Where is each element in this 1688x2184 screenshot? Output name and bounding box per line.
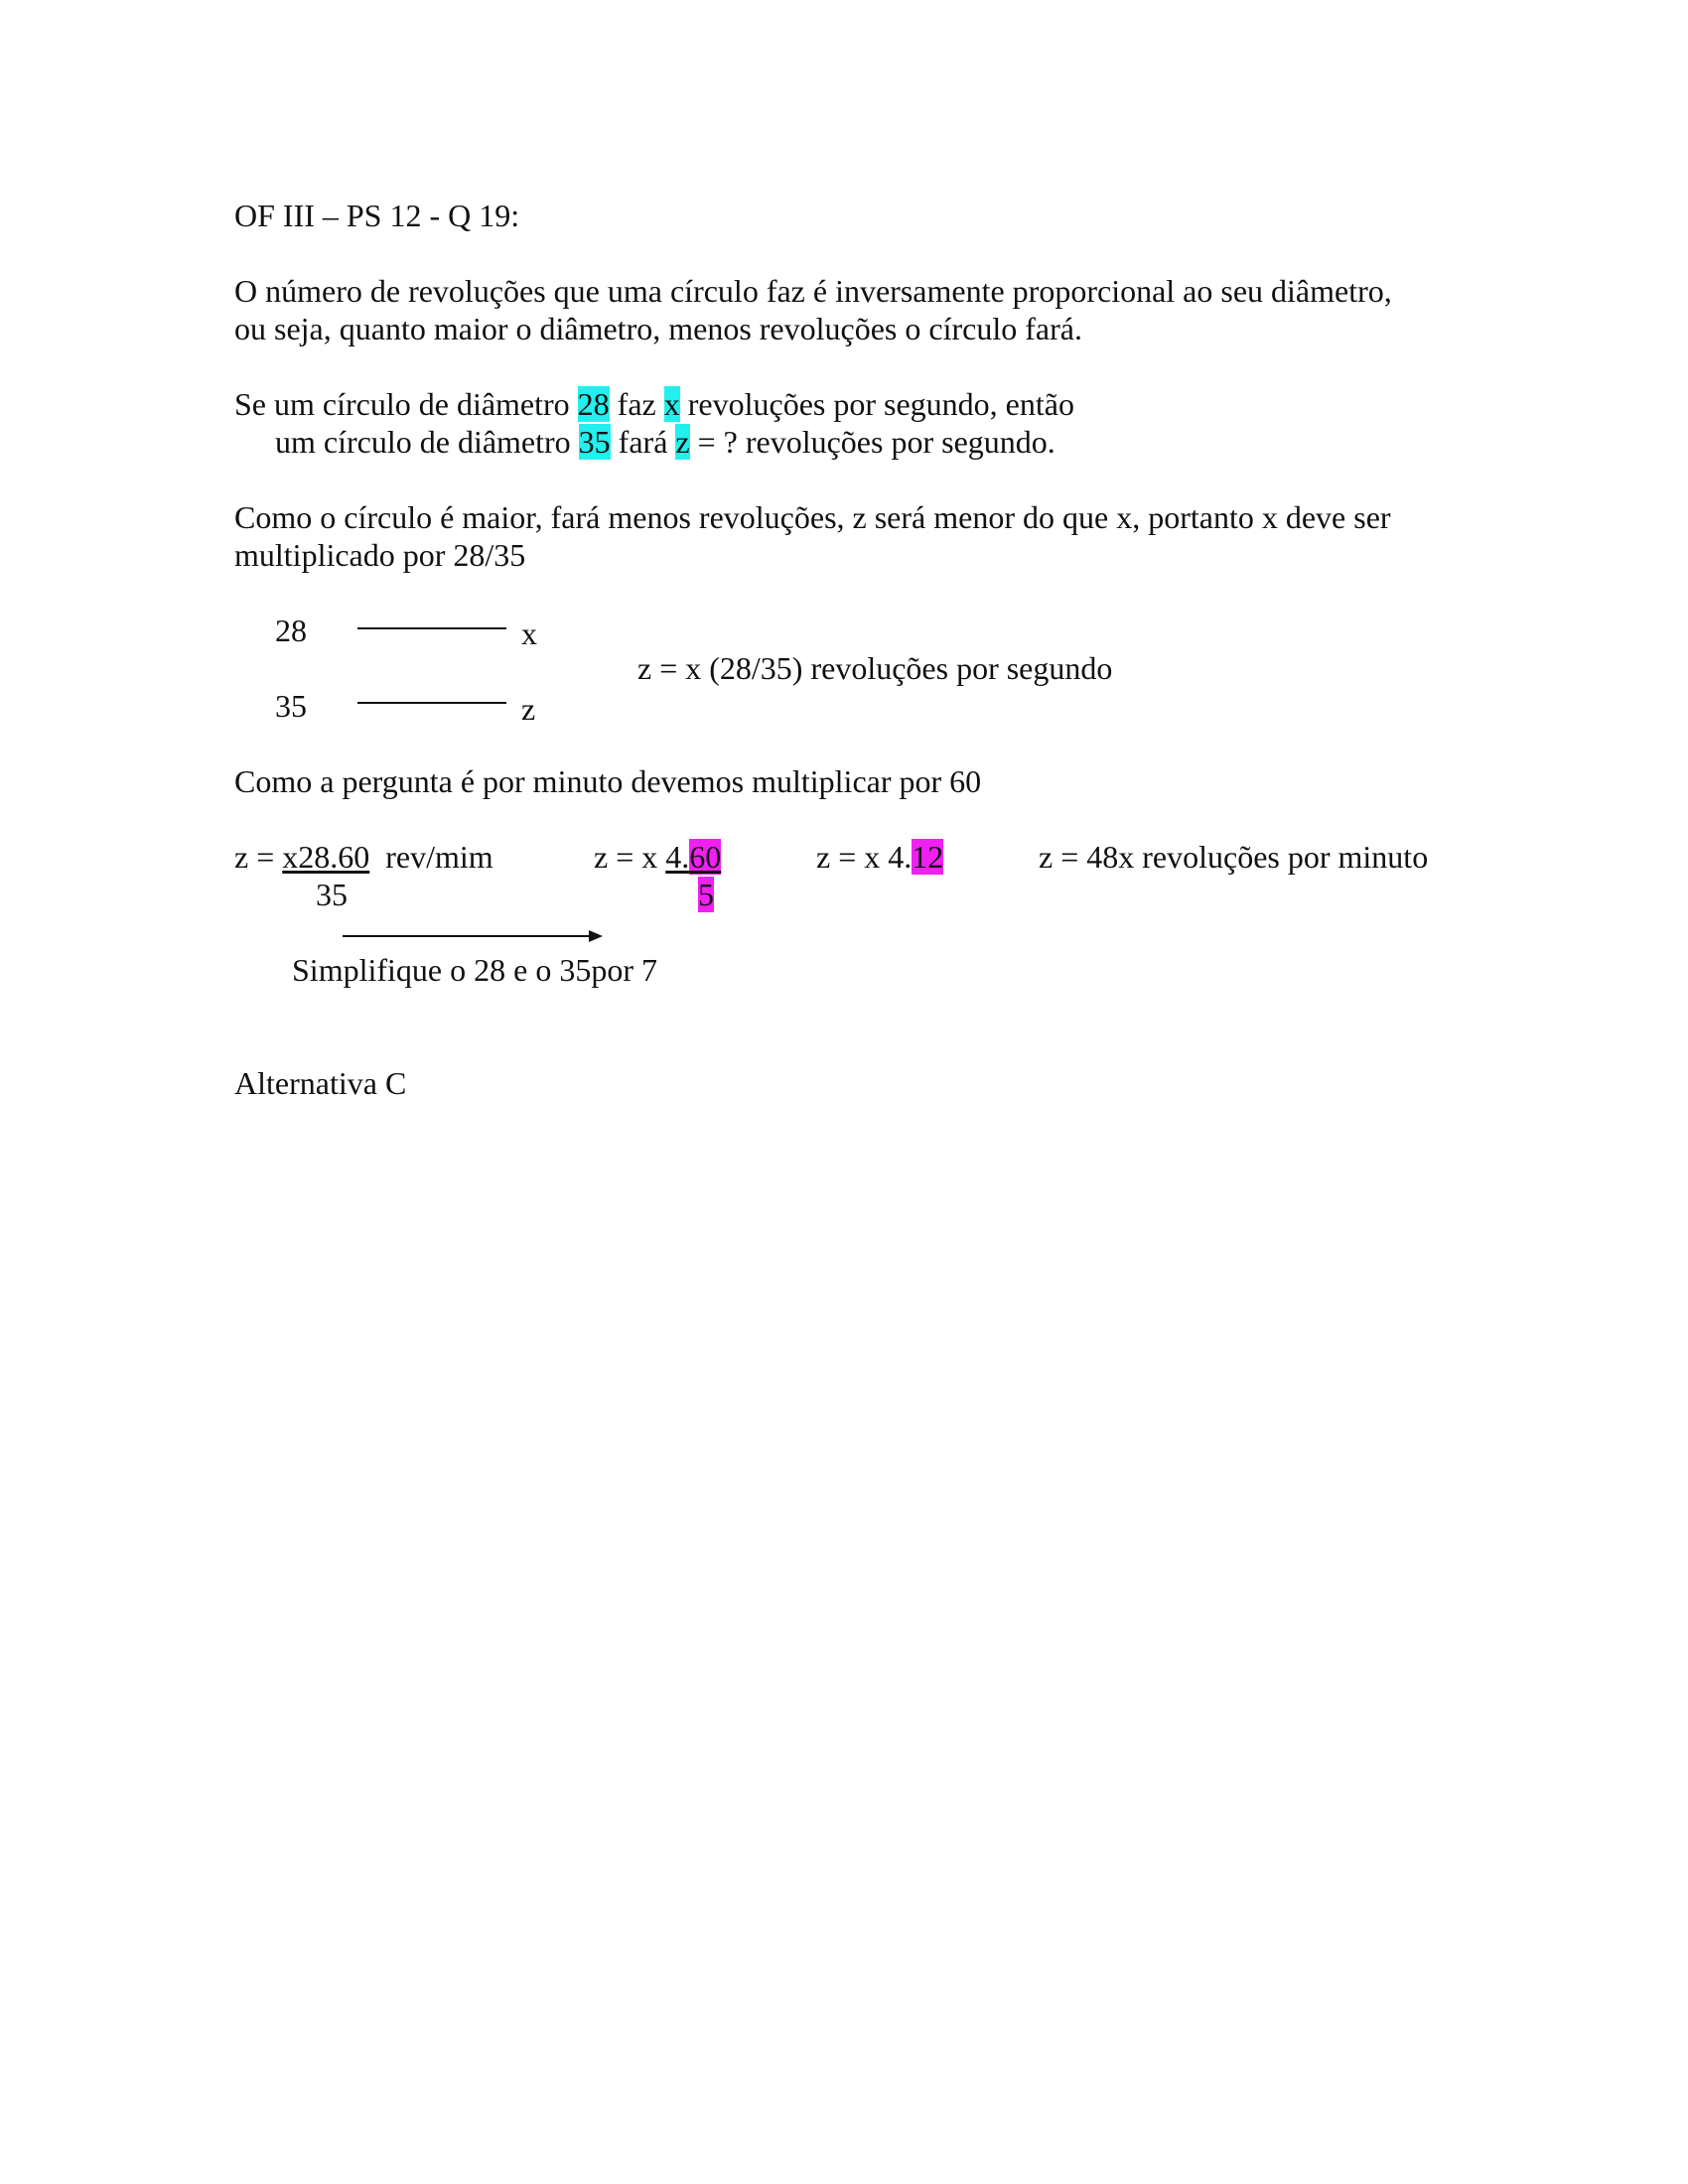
reasoning-line-2: multiplicado por 28/35 xyxy=(234,537,526,573)
answer-text: Alternativa C xyxy=(234,1065,407,1101)
statement-text: revoluções por segundo, então xyxy=(679,386,1074,422)
statement-text: = ? revoluções por segundo. xyxy=(689,424,1055,460)
intro-line-2: ou seja, quanto maior o diâmetro, menos revoluções o círculo fará. xyxy=(234,311,1082,346)
statement-text: faz xyxy=(609,386,664,422)
highlight-diameter-35: 35 xyxy=(578,424,611,460)
reasoning-line-1: Como o círculo é maior, fará menos revoluções, z será menor do que x, portanto x deve ser xyxy=(234,499,1391,535)
step-2 xyxy=(594,838,721,876)
step-3-prefix: z = x 4. xyxy=(816,839,913,875)
proportion-result: z = x (28/35) revoluções por segundo xyxy=(637,650,1113,686)
simplify-note: Simplifique o 28 e o 35por 7 xyxy=(292,952,657,988)
highlight-60: 60 xyxy=(689,839,722,875)
step-4-result: z = 48x revoluções por minuto xyxy=(1039,839,1429,875)
highlight-diameter-28: 28 xyxy=(577,386,610,422)
step-2-prefix: z = x xyxy=(594,839,666,875)
statement-line-2 xyxy=(275,423,1055,461)
highlight-variable-x: x xyxy=(663,386,680,422)
step-1-denominator: 35 xyxy=(316,877,348,912)
statement-text: Se um círculo de diâmetro xyxy=(234,386,578,422)
proportion-row1-left: 28 xyxy=(275,613,307,648)
step-2-denominator xyxy=(698,876,714,913)
step-1-unit: rev/mim xyxy=(369,839,493,875)
step-1-numerator: x28.60 xyxy=(282,839,370,875)
step-3 xyxy=(816,838,943,876)
proportion-row1-right: x xyxy=(521,615,537,651)
statement-line-1 xyxy=(234,385,1074,423)
step-1 xyxy=(234,838,493,876)
page-title: OF III – PS 12 - Q 19: xyxy=(234,198,520,233)
highlight-12: 12 xyxy=(912,839,944,875)
proportion-row2-right: z xyxy=(521,691,536,727)
step-2-numerator-text: 4. xyxy=(665,839,690,875)
proportion-row2-left: 35 xyxy=(275,688,307,724)
statement-text: um círculo de diâmetro xyxy=(275,424,579,460)
highlight-5: 5 xyxy=(698,877,714,912)
highlight-variable-z: z xyxy=(675,424,690,460)
step-2-numerator xyxy=(665,839,721,875)
step-1-prefix: z = xyxy=(234,839,283,875)
proportion-row1-line xyxy=(357,627,506,629)
arrow-right-icon xyxy=(343,927,606,945)
per-minute-line: Como a pergunta é por minuto devemos multiplicar por 60 xyxy=(234,763,982,799)
intro-line-1: O número de revoluções que uma círculo faz é inversamente proporcional ao seu diâmetro, xyxy=(234,273,1392,309)
proportion-row2-line xyxy=(357,702,506,704)
statement-text: fará xyxy=(610,424,676,460)
